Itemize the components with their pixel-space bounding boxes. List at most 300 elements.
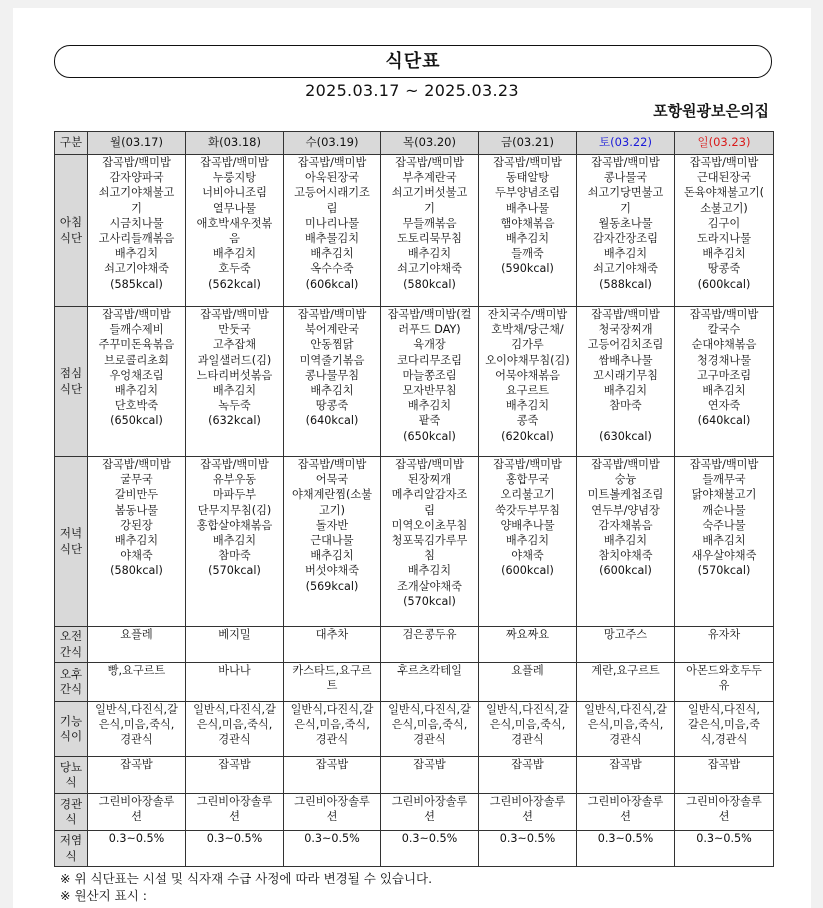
menu-item: 0.3~0.5%	[304, 832, 360, 845]
menu-item: 잡곡밥/백미밥(컬	[387, 308, 472, 321]
menu-item: 션	[131, 810, 142, 824]
day-header-tue: 화(03.18)	[186, 132, 284, 155]
menu-cell	[284, 757, 381, 794]
menu-item: 잡곡밥	[218, 758, 251, 771]
menu-cell	[577, 831, 675, 867]
menu-cell	[381, 663, 479, 702]
menu-item: 배추김치	[114, 534, 159, 548]
menu-item: 0.3~0.5%	[401, 832, 458, 845]
menu-item: 무들깨볶음	[402, 216, 457, 230]
menu-item: 배추김치	[114, 384, 159, 398]
menu-item: 들깨무국	[702, 473, 746, 487]
menu-item: 쇠고기야채죽	[104, 262, 169, 276]
menu-item: 0.3~0.5%	[499, 832, 556, 845]
menu-item: 야채계란찜(소불	[291, 488, 372, 502]
menu-item: 배추김치	[603, 247, 648, 261]
menu-item: 브로콜리초회	[104, 353, 169, 367]
menu-cell	[88, 155, 186, 307]
row-label-tube	[55, 794, 88, 831]
menu-item: 고구마조림	[696, 368, 752, 382]
day-header-fri: 금(03.21)	[479, 132, 577, 155]
menu-item: (600kcal)	[599, 564, 652, 578]
menu-cell	[577, 663, 675, 702]
menu-item: 경관식	[120, 733, 153, 747]
menu-item: 배추김치	[603, 534, 648, 548]
menu-item: 미나리나물	[304, 216, 360, 230]
menu-item: 들깨죽	[511, 247, 544, 261]
menu-item: 계란,요구르트	[591, 664, 660, 677]
menu-item: 청포묵김가루무	[391, 534, 468, 548]
menu-item: 0.3~0.5%	[206, 832, 263, 845]
menu-item: 잡곡밥	[315, 758, 349, 771]
menu-item: 콩나물무침	[304, 368, 360, 382]
menu-item: 배추김치	[407, 399, 452, 413]
menu-item: 짜요짜요	[505, 628, 550, 641]
document-title: 식단표	[54, 45, 772, 78]
row-label-line: 식이	[59, 729, 83, 743]
menu-item: 배추김치	[505, 534, 550, 548]
menu-item: 은식,미음,죽식,	[587, 718, 664, 732]
menu-item: 잡곡밥/백미밥	[689, 156, 759, 169]
menu-item: 검은콩두유	[402, 628, 457, 641]
menu-item: 잡곡밥/백미밥	[200, 458, 269, 471]
menu-cell	[479, 307, 577, 457]
row-label-line: 식단	[59, 381, 83, 396]
menu-item: 션	[522, 810, 533, 824]
menu-item: (570kcal)	[208, 564, 261, 578]
menu-item: 0.3~0.5%	[696, 832, 752, 845]
menu-item: (580kcal)	[403, 277, 456, 291]
row-label-line: 당뇨	[59, 759, 83, 774]
row-label-line: 식	[65, 775, 77, 789]
menu-item: 돈육야채불고기(	[683, 186, 764, 200]
menu-item: 강된장	[120, 518, 153, 532]
menu-item: 배추김치	[212, 247, 257, 261]
row-label-dinner	[55, 457, 88, 627]
row-diabetic	[55, 757, 774, 794]
menu-item: 돌자반	[315, 518, 349, 532]
menu-item: 김구이	[707, 216, 741, 230]
menu-item: 0.3~0.5%	[108, 832, 165, 845]
menu-cell	[186, 831, 284, 867]
day-header-wed: 수(03.19)	[284, 132, 381, 155]
menu-cell	[577, 702, 675, 757]
menu-item: (640kcal)	[697, 414, 751, 428]
menu-cell	[284, 702, 381, 757]
menu-cell	[284, 794, 381, 831]
row-label-line: 아침	[59, 215, 83, 230]
menu-item: 소불고기)	[700, 201, 748, 215]
menu-item: (640kcal)	[305, 414, 359, 428]
row-label-line: 간식	[59, 682, 83, 696]
menu-item: 후르츠칵테일	[397, 664, 462, 677]
menu-item: 트	[326, 679, 338, 693]
row-label-am-snack	[55, 627, 88, 663]
menu-item: 봄동나물	[114, 503, 159, 517]
menu-item: (650kcal)	[403, 429, 456, 443]
menu-item: 숭늉	[614, 473, 637, 487]
menu-item: 애호박새우젓볶	[196, 216, 273, 230]
menu-item: 일반식,다진식,갈	[486, 703, 569, 716]
row-tube	[55, 794, 774, 831]
menu-cell	[577, 457, 675, 627]
menu-item: 기	[620, 201, 631, 215]
menu-item: 북어계란국	[304, 323, 360, 337]
menu-item: 경관식	[218, 733, 251, 747]
menu-item: 션	[229, 810, 240, 824]
menu-item: 그린비아장솔루	[587, 795, 664, 808]
menu-item: 쇠고기야채죽	[397, 262, 462, 276]
menu-item: 잡곡밥/백미밥	[102, 308, 171, 321]
menu-cell	[577, 307, 675, 457]
menu-item: 땅콩죽	[315, 399, 349, 413]
menu-item: 콩나물국	[603, 171, 648, 185]
menu-item: 일반식,다진식,갈	[290, 703, 374, 716]
menu-item: 아욱된장국	[304, 171, 360, 185]
menu-item: 은식,미음,죽식,	[98, 718, 175, 732]
menu-item: 잡곡밥/백미밥	[200, 156, 269, 169]
menu-item: 배추김치	[603, 384, 648, 398]
menu-item: 쌈배추나물	[598, 353, 653, 367]
menu-item: (580kcal)	[110, 564, 163, 578]
date-range: 2025.03.17 ~ 2025.03.23	[305, 81, 519, 100]
row-label-line: 오전	[59, 629, 83, 644]
menu-cell	[186, 794, 284, 831]
menu-item: 미트볼케첩조림	[587, 488, 664, 502]
menu-item: 갈비만두	[114, 488, 159, 502]
row-label-lunch	[55, 307, 88, 457]
menu-item: 망고주스	[603, 628, 648, 641]
menu-cell	[186, 757, 284, 794]
menu-cell	[284, 627, 381, 663]
menu-item: 근대된장국	[696, 171, 752, 185]
menu-item: 느타리버섯볶음	[196, 368, 273, 382]
row-dinner	[55, 457, 774, 627]
menu-item: 누룽지탕	[212, 171, 257, 185]
menu-cell	[675, 627, 774, 663]
menu-item: 쇠고기야채죽	[593, 262, 658, 276]
menu-item: 일반식,다진식,갈	[95, 703, 178, 716]
menu-item: 은식,미음,죽식,	[196, 718, 273, 732]
menu-cell	[381, 307, 479, 457]
menu-cell	[381, 757, 479, 794]
row-functional	[55, 702, 774, 757]
menu-cell	[88, 457, 186, 627]
menu-item: 션	[326, 810, 338, 824]
menu-cell	[381, 794, 479, 831]
menu-item: 단호박죽	[114, 399, 159, 413]
menu-item: 잡곡밥	[413, 758, 446, 771]
menu-item: (588kcal)	[599, 277, 652, 291]
menu-item: 호박채/당근채/	[491, 323, 564, 337]
menu-cell	[675, 794, 774, 831]
menu-item: 배추김치	[505, 232, 550, 246]
menu-item: (600kcal)	[697, 277, 751, 291]
menu-item: 홍합무국	[505, 473, 550, 487]
row-label-line: 식단	[59, 541, 83, 556]
menu-item: 유	[718, 679, 730, 693]
menu-item: 꼬시래기무침	[593, 368, 658, 382]
menu-item: 그린비아장솔루	[686, 795, 762, 808]
menu-item: 경관식	[511, 733, 544, 747]
menu-item: 배추김치	[212, 384, 257, 398]
menu-item: 조개살야채죽	[397, 579, 462, 593]
menu-cell	[479, 794, 577, 831]
row-label-line: 경관	[59, 796, 83, 811]
menu-item: 아몬드와호두두	[686, 664, 762, 677]
menu-item: (632kcal)	[208, 414, 261, 428]
menu-item: 러푸드 DAY)	[398, 323, 461, 337]
menu-cell	[381, 457, 479, 627]
menu-item: 단무지무침(김)	[197, 503, 272, 517]
menu-cell	[479, 155, 577, 307]
row-label-line: 오후	[59, 666, 83, 681]
day-header-sun: 일(03.23)	[675, 132, 774, 155]
menu-cell	[88, 702, 186, 757]
menu-item: 잡곡밥/백미밥	[591, 156, 660, 169]
menu-item: 잡곡밥/백미밥	[395, 156, 464, 169]
menu-item: 침	[424, 549, 435, 563]
menu-item: (562kcal)	[208, 277, 261, 291]
menu-item: 잡곡밥/백미밥	[591, 458, 660, 471]
menu-item	[578, 413, 673, 428]
menu-item: 잡곡밥/백미밥	[689, 458, 759, 471]
menu-cell	[186, 457, 284, 627]
menu-item: 잡곡밥	[707, 758, 741, 771]
menu-cell	[479, 831, 577, 867]
menu-item: 잡곡밥/백미밥	[689, 308, 759, 321]
menu-item: 고기)	[319, 503, 345, 517]
menu-item: 경관식	[413, 733, 446, 747]
menu-item: 근대나물	[310, 534, 354, 548]
menu-item: 배추물김치	[304, 232, 360, 246]
menu-item: 새우살야채죽	[691, 549, 757, 563]
menu-item: 모자반무침	[402, 384, 457, 398]
menu-item: 미역줄기볶음	[299, 353, 365, 367]
menu-cell	[479, 702, 577, 757]
menu-item: 어묵국	[315, 473, 349, 487]
menu-item: 도라지나물	[696, 232, 752, 246]
note-change: ※ 위 식단표는 시설 및 식자재 수급 사정에 따라 변경될 수 있습니다.	[60, 871, 433, 886]
menu-item: 요플레	[511, 664, 544, 677]
menu-item: 부추계란국	[402, 171, 457, 185]
menu-item: 잡곡밥/백미밥	[297, 308, 367, 321]
menu-item: 육개장	[413, 338, 446, 352]
menu-item: 숙주나물	[702, 518, 746, 532]
menu-item: 깨순나물	[702, 503, 746, 517]
row-label-line: 식	[65, 848, 77, 863]
menu-item: 잡곡밥/백미밥	[102, 156, 171, 169]
menu-cell	[675, 757, 774, 794]
menu-cell	[284, 155, 381, 307]
row-label-breakfast	[55, 155, 88, 307]
menu-item: 은식,미음,죽식,	[294, 718, 370, 732]
facility-name: 포항원광보은의집	[653, 102, 769, 120]
menu-item: 잡곡밥/백미밥	[297, 156, 367, 169]
menu-item: 잡곡밥/백미밥	[591, 308, 660, 321]
menu-item: 메추리알감자조	[391, 488, 468, 502]
menu-item: 쑥갓두부무침	[495, 503, 560, 517]
menu-item: 식,경관식	[700, 733, 748, 747]
menu-item: 콩죽	[516, 414, 539, 428]
menu-cell	[479, 627, 577, 663]
menu-item: 경관식	[609, 733, 642, 747]
menu-item: 배추김치	[212, 534, 257, 548]
menu-item: 배추김치	[407, 564, 452, 578]
menu-item: 미역오이초무침	[391, 518, 468, 532]
menu-item: 감자양파국	[109, 171, 164, 185]
menu-item: 안동찜닭	[310, 338, 354, 352]
menu-cell	[381, 831, 479, 867]
menu-cell	[284, 307, 381, 457]
menu-item: 그린비아장솔루	[294, 795, 370, 808]
menu-cell	[675, 307, 774, 457]
menu-item: 배추김치	[310, 549, 354, 563]
menu-item: 고사리들깨볶음	[98, 232, 175, 246]
menu-item: 홍합살야채볶음	[196, 518, 273, 532]
menu-item: 김가루	[511, 338, 544, 352]
menu-item: 잡곡밥/백미밥	[102, 458, 171, 471]
menu-item: 햄야채볶음	[500, 216, 555, 230]
menu-item: 시금치나물	[109, 216, 164, 230]
menu-item: 팥죽	[418, 414, 441, 428]
menu-item: (630kcal)	[599, 429, 652, 443]
menu-item: 배추김치	[702, 384, 746, 398]
menu-item: 오이야채무침(김)	[485, 353, 570, 367]
menu-cell	[186, 663, 284, 702]
menu-item: 배추김치	[310, 247, 354, 261]
menu-item: 잡곡밥/백미밥	[200, 308, 269, 321]
menu-cell	[186, 155, 284, 307]
menu-item: 코다리무조림	[397, 353, 462, 367]
menu-item: 고추잡채	[212, 338, 257, 352]
menu-cell	[479, 757, 577, 794]
menu-item: 마늘쫑조림	[402, 368, 457, 382]
menu-cell	[675, 702, 774, 757]
menu-item: 대추차	[315, 628, 349, 641]
menu-cell	[675, 155, 774, 307]
menu-cell	[88, 663, 186, 702]
menu-cell	[675, 663, 774, 702]
menu-item: 바나나	[218, 664, 251, 677]
menu-item: 녹두죽	[218, 399, 251, 413]
menu-item: 도토리묵무침	[397, 232, 462, 246]
menu-item: 은식,미음,죽식,	[489, 718, 566, 732]
menu-item: 잡곡밥	[609, 758, 642, 771]
menu-cell	[479, 457, 577, 627]
row-am-snack	[55, 627, 774, 663]
row-breakfast	[55, 155, 774, 307]
note-origin: ※ 원산지 표시 :	[60, 888, 147, 903]
menu-item: 고등어시래기조	[294, 186, 370, 200]
menu-item: 감자간장조림	[593, 232, 658, 246]
menu-cell	[284, 831, 381, 867]
menu-item: 감자채볶음	[598, 518, 653, 532]
menu-item: 배추나물	[505, 201, 550, 215]
menu-item: 야채죽	[511, 549, 544, 563]
menu-item: 야채죽	[120, 549, 153, 563]
menu-item: 잡곡밥	[120, 758, 153, 771]
row-label-pm-snack	[55, 663, 88, 702]
menu-cell	[88, 627, 186, 663]
row-label-line: 식단	[59, 230, 83, 245]
menu-item: 칼국수	[707, 323, 741, 337]
row-label-line: 식	[65, 812, 77, 826]
row-label-line: 저녁	[59, 526, 83, 541]
menu-item: 너비아니조림	[202, 186, 267, 200]
menu-item: 림	[424, 503, 435, 517]
menu-item: 그린비아장솔루	[489, 795, 566, 808]
menu-cell	[284, 457, 381, 627]
menu-item: 유자차	[707, 628, 741, 641]
menu-cell	[88, 794, 186, 831]
menu-item: 옥수수죽	[310, 262, 354, 276]
menu-item: 들깨수제비	[109, 323, 164, 337]
day-header-mon: 월(03.17)	[88, 132, 186, 155]
menu-cell	[577, 794, 675, 831]
menu-item: 호두죽	[218, 262, 251, 276]
menu-item: 요플레	[120, 628, 153, 641]
menu-cell	[186, 702, 284, 757]
menu-item: 잔치국수/백미밥	[487, 308, 568, 321]
row-pm-snack	[55, 663, 774, 702]
menu-cell	[88, 831, 186, 867]
menu-item: 열무나물	[212, 201, 257, 215]
menu-item: 갈은식,미음,죽	[688, 718, 760, 732]
menu-cell	[284, 663, 381, 702]
corner-header: 구분	[55, 132, 88, 155]
weekly-menu-table	[54, 131, 774, 867]
menu-item: 경관식	[315, 733, 349, 747]
menu-item: 음	[229, 232, 240, 246]
menu-item: 요구르트	[505, 384, 550, 398]
menu-item: 빵,요구르트	[107, 664, 166, 677]
menu-item: 주꾸미돈육볶음	[98, 338, 175, 352]
menu-item: 션	[424, 810, 435, 824]
menu-cell	[88, 307, 186, 457]
menu-item: 일반식,다진식,갈	[388, 703, 471, 716]
menu-cell	[381, 155, 479, 307]
menu-item: 청국장찌개	[598, 323, 653, 337]
menu-item: 버섯야채죽	[304, 564, 360, 578]
menu-item: 배추김치	[702, 247, 746, 261]
row-label-diabetic	[55, 757, 88, 794]
menu-item: 배추김치	[114, 247, 159, 261]
row-lunch	[55, 307, 774, 457]
menu-item: 그린비아장솔루	[196, 795, 273, 808]
menu-item: (600kcal)	[501, 564, 554, 578]
menu-item: 일반식,다진식,갈	[193, 703, 276, 716]
menu-item: 잡곡밥/백미밥	[297, 458, 367, 471]
menu-cell	[381, 702, 479, 757]
menu-item: (585kcal)	[110, 277, 163, 291]
menu-item: 배추김치	[702, 534, 746, 548]
row-label-line: 간식	[59, 644, 83, 659]
menu-item: 배추김치	[505, 399, 550, 413]
menu-item: 과일샐러드(김)	[197, 353, 272, 367]
header-row	[55, 132, 774, 155]
menu-item: 그린비아장솔루	[98, 795, 175, 808]
menu-item: 기	[424, 201, 435, 215]
menu-item: 청경채나물	[696, 353, 752, 367]
menu-item: 배추김치	[407, 247, 452, 261]
row-low-salt	[55, 831, 774, 867]
day-header-thu: 목(03.20)	[381, 132, 479, 155]
menu-item: 두부양념조림	[495, 186, 560, 200]
menu-item: (590kcal)	[501, 262, 554, 276]
menu-item: 마파두부	[212, 488, 257, 502]
menu-item: 참마죽	[218, 549, 251, 563]
